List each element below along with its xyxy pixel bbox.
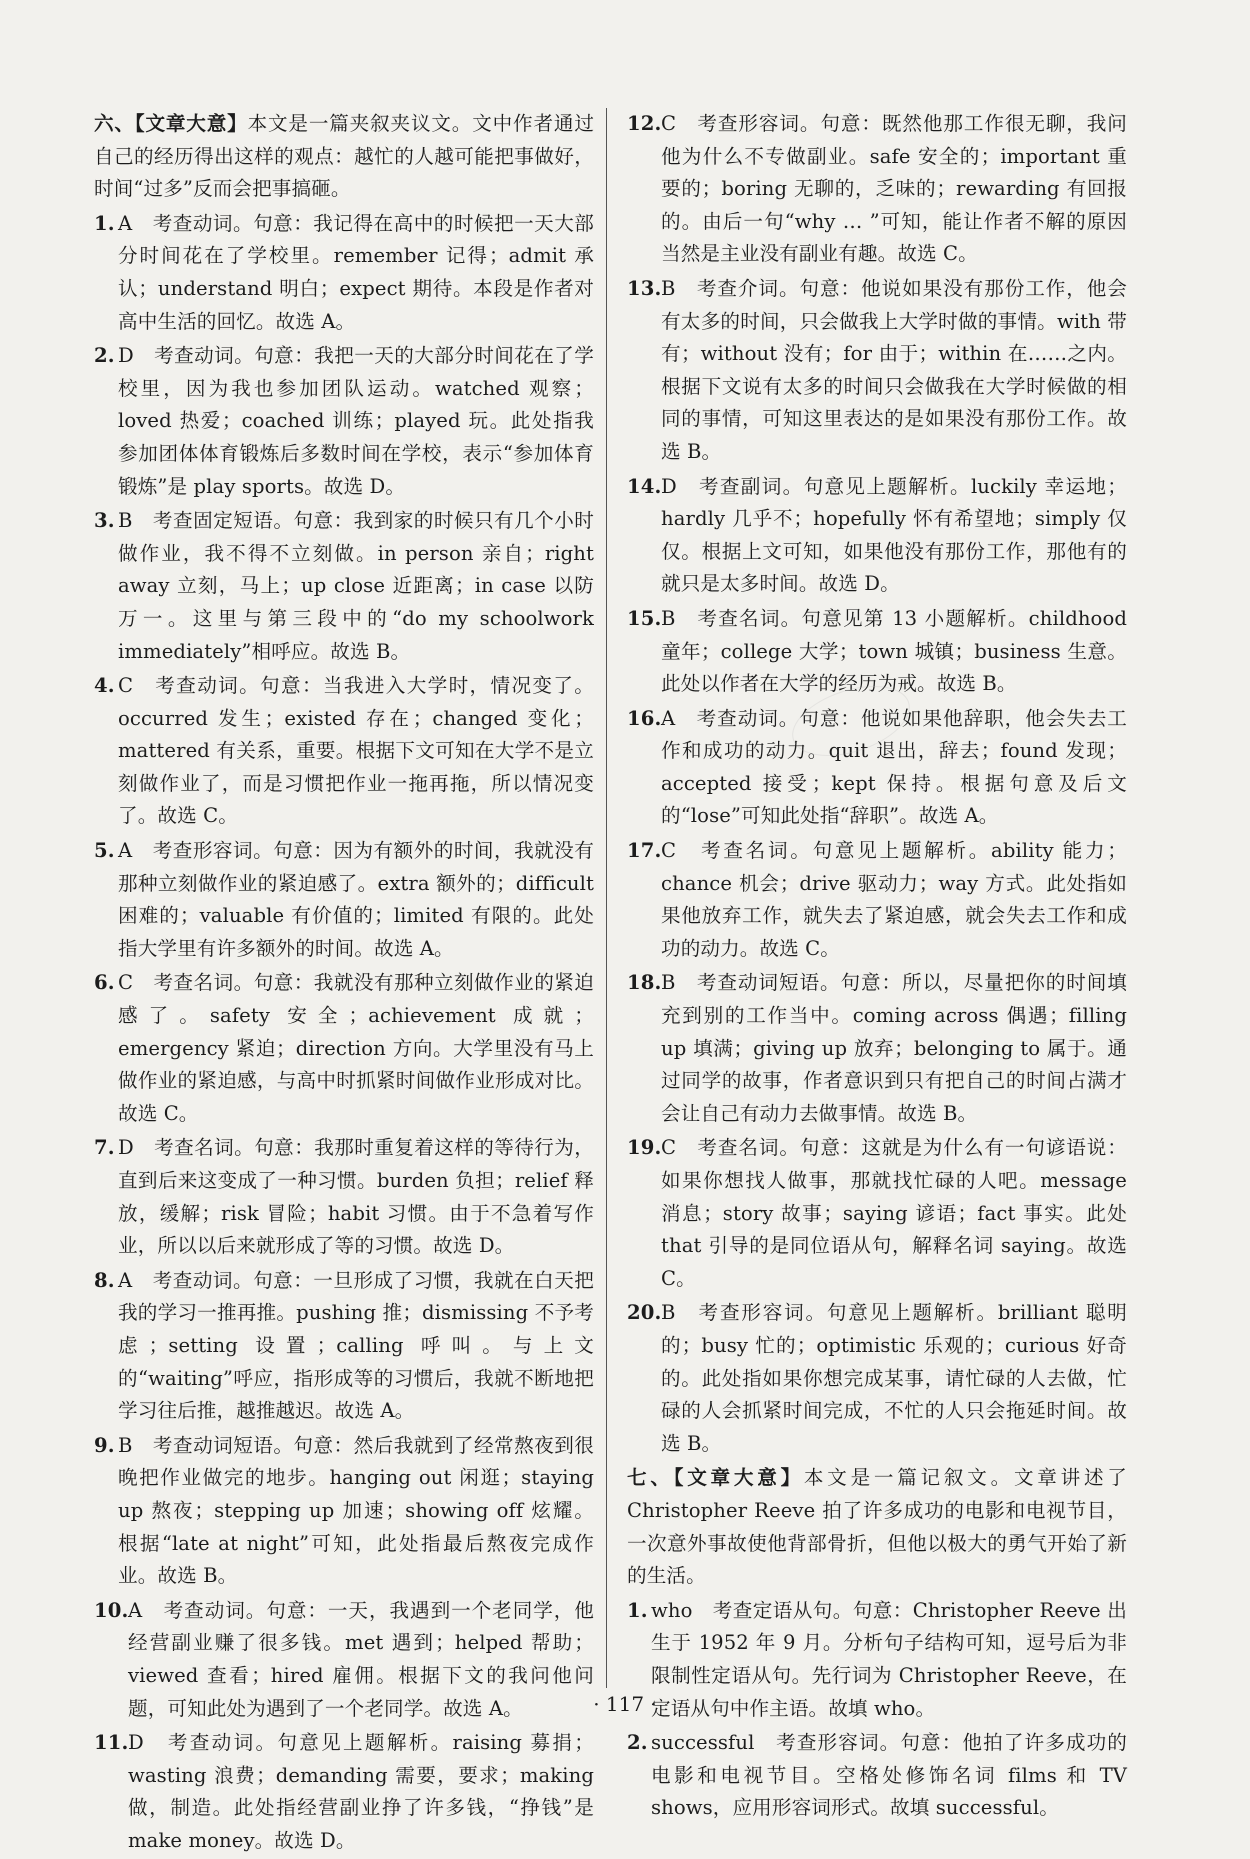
left-answer-list (94, 208, 594, 1858)
answer-item (627, 1297, 1127, 1460)
answer-explanation: C 考查动词。句意：当我进入大学时，情况变了。occurred 发生；existed 存在；changed 变化；mattered 有关系，重要。根据下文可知在大学不是立刻做作业了，而是习惯把作业一拖再拖，所以情况变了。故选 C。 (118, 674, 594, 828)
answer-number: 19. (627, 1136, 662, 1160)
answer-item (94, 340, 594, 503)
answer-item (94, 1132, 594, 1262)
answer-explanation: C 考查名词。句意：这就是为什么有一句谚语说：如果你想找人做事，那就找忙碌的人吧。message 消息；story 故事；saying 谚语；fact 事实。此处 that 引导的是同位语从句，解释名词 saying。故选 C。 (661, 1136, 1127, 1290)
answer-explanation: A 考查动词。句意：他说如果他辞职，他会失去工作和成功的动力。quit 退出，辞去；found 发现；accepted 接受；kept 保持。根据句意及后文的“lose”可知此处指“辞职”。故选 A。 (661, 706, 1127, 828)
answer-number: 3. (94, 509, 115, 533)
answer-explanation: C 考查形容词。句意：既然他那工作很无聊，我问他为什么不专做副业。safe 安全的；important 重要的；boring 无聊的，乏味的；rewarding 有回报的。由后一句“why … ”可知，能让作者不解的原因当然是主业没有副业有趣。故选 C。 (661, 112, 1127, 266)
answer-number: 12. (627, 112, 662, 135)
answer-explanation: B 考查固定短语。句意：我到家的时候只有几个小时做作业，我不得不立刻做。in person 亲自；right away 立刻，马上；up close 近距离；in case 以防万一。这里与第三段中的“do my schoolwork immediately”相呼应。故选 B。 (118, 509, 594, 663)
answer-number: 1. (627, 1598, 648, 1622)
answer-item (627, 1132, 1127, 1295)
answer-item (627, 273, 1127, 469)
answer-number: 8. (94, 1268, 115, 1292)
answer-explanation: B 考查名词。句意见第 13 小题解析。childhood 童年；college 大学；town 城镇；business 生意。此处以作者在大学的经历为戒。故选 B。 (661, 606, 1127, 696)
answer-item (94, 835, 594, 965)
answer-item (627, 967, 1127, 1130)
answer-item (94, 208, 594, 338)
answer-item (627, 471, 1127, 601)
section-six-intro: 本文是一篇夹叙夹议文。文中作者通过自己的经历得出这样的观点：越忙的人越可能把事做好，时间“过多”反而会把事搞砸。 (94, 112, 595, 201)
answer-number: 10. (94, 1598, 129, 1622)
answer-explanation: who 考查定语从句。句意：Christopher Reeve 出生于 1952 年 9 月。分析句子结构可知，逗号后为非限制性定语从句。先行词为 Christopher Reeve，在定语从句中作主语。故填 who。 (651, 1598, 1127, 1720)
answer-number: 7. (94, 1136, 115, 1160)
answer-number: 15. (627, 606, 662, 630)
answer-item (94, 670, 594, 833)
answer-explanation: C 考查名词。句意见上题解析。ability 能力；chance 机会；drive 驱动力；way 方式。此处指如果他放弃工作，就失去了紧迫感，就会失去工作和成功的动力。故选 C。 (661, 839, 1127, 960)
answer-explanation: A 考查动词。句意：一旦形成了习惯，我就在白天把我的学习一推再推。pushing 推；dismissing 不予考虑；setting 设置；calling 呼叫。与上文的“waiting”呼应，指形成等的习惯后，我就不断地把学习往后推，越推越迟。故选 A。 (118, 1268, 594, 1423)
page-number: · 117 · (593, 1692, 657, 1716)
answer-number: 20. (627, 1301, 662, 1325)
answer-number: 14. (627, 474, 662, 498)
section-seven-intro: 本文是一篇记叙文。文章讲述了 Christopher Reeve 拍了许多成功的电影和电视节目，一次意外事故使他背部骨折，但他以极大的勇气开始了新的生活。 (627, 1466, 1127, 1588)
answer-number: 9. (94, 1433, 115, 1457)
answer-number: 1. (94, 211, 115, 235)
answer-item (94, 1727, 594, 1857)
left-column (94, 108, 594, 1859)
answer-number: 11. (94, 1731, 129, 1755)
answer-number: 4. (94, 674, 115, 698)
answer-item (94, 1265, 594, 1428)
section-six-heading: 六、【文章大意】 (94, 112, 248, 135)
answer-number: 16. (627, 706, 662, 730)
answer-number: 6. (94, 971, 115, 995)
answer-explanation: B 考查介词。句意：他说如果没有那份工作，他会有太多的时间，只会做我上大学时做的事情。with 带有；without 没有；for 由于；within 在……之内。根据下文说有太多的时间只会做我在大学时候做的相同的事情，可知这里表达的是如果没有那份工作。故选 B。 (661, 276, 1127, 463)
answer-explanation: D 考查动词。句意：我把一天的大部分时间花在了学校里，因为我也参加团队运动。watched 观察；loved 热爱；coached 训练；played 玩。此处指我参加团体体育锻炼后多数时间在学校，表示“参加体育锻炼”是 play sports。故选 D。 (118, 344, 594, 498)
answer-explanation: D 考查动词。句意见上题解析。raising 募捐；wasting 浪费；demanding 需要，要求；making 做，制造。此处指经营副业挣了许多钱，“挣钱”是 make money。故选 D。 (128, 1731, 594, 1852)
answer-item (627, 108, 1127, 271)
answer-number: 2. (94, 344, 115, 368)
answer-item (627, 835, 1127, 965)
answer-explanation: D 考查名词。句意：我那时重复着这样的等待行为，直到后来这变成了一种习惯。burden 负担；relief 释放，缓解；risk 冒险；habit 习惯。由于不急着写作业，所以以后来就形成了等的习惯。故选 D。 (118, 1136, 594, 1258)
answer-explanation: D 考查副词。句意见上题解析。luckily 幸运地；hardly 几乎不；hopefully 怀有希望地；simply 仅仅。根据上文可知，如果他没有那份工作，那他有的就只是太多时间。故选 D。 (661, 474, 1127, 596)
answer-number: 13. (627, 276, 662, 300)
right-column (627, 108, 1127, 1827)
answer-item (94, 505, 594, 668)
answer-explanation: successful 考查形容词。句意：他拍了许多成功的电影和电视节目。空格处修饰名词 films 和 TV shows，应用形容词形式。故填 successful。 (651, 1731, 1127, 1820)
answer-explanation: A 考查动词。句意：一天，我遇到一个老同学，他经营副业赚了很多钱。met 遇到；helped 帮助；viewed 查看；hired 雇佣。根据下文的我问他问题，可知此处为遇到了一个老同学。故选 A。 (128, 1598, 594, 1720)
answer-explanation: C 考查名词。句意：我就没有那种立刻做作业的紧迫感了。safety 安全；achievement 成就；emergency 紧迫；direction 方向。大学里没有马上做作业的紧迫感，与高中时抓紧时间做作业形成对比。故选 C。 (118, 971, 594, 1125)
answer-item (94, 1430, 594, 1593)
right-answer-list (627, 108, 1127, 1460)
answer-number: 17. (627, 839, 662, 863)
answer-number: 2. (627, 1731, 648, 1755)
section-seven-summary (627, 1462, 1127, 1592)
answer-item (627, 1727, 1127, 1825)
answer-number: 5. (94, 839, 115, 863)
answer-explanation: B 考查动词短语。句意：然后我就到了经常熬夜到很晚把作业做完的地步。hanging out 闲逛；staying up 熬夜；stepping up 加速；showing off 炫耀。根据“late at night”可知，此处指最后熬夜完成作业。故选 B。 (118, 1433, 594, 1588)
section-six-summary (94, 108, 594, 206)
answer-explanation: A 考查形容词。句意：因为有额外的时间，我就没有那种立刻做作业的紧迫感了。extra 额外的；difficult 困难的；valuable 有价值的；limited 有限的。此处指大学里有许多额外的时间。故选 A。 (118, 839, 594, 960)
answer-item (94, 967, 594, 1130)
answer-explanation: B 考查形容词。句意见上题解析。brilliant 聪明的；busy 忙的；optimistic 乐观的；curious 好奇的。此处指如果你想完成某事，请忙碌的人去做，忙碌的人会抓紧时间完成，不忙的人只会拖延时间。故选 B。 (661, 1301, 1127, 1455)
answer-explanation: B 考查动词短语。句意：所以，尽量把你的时间填充到别的工作当中。coming across 偶遇；filling up 填满；giving up 放弃；belonging to 属于。通过同学的故事，作者意识到只有把自己的时间占满才会让自己有动力去做事情。故选 B。 (661, 971, 1127, 1125)
answer-explanation: A 考查动词。句意：我记得在高中的时候把一天大部分时间花在了学校里。remember 记得；admit 承认；understand 明白；expect 期待。本段是作者对高中生活的回忆。故选 A。 (118, 211, 594, 333)
column-divider (606, 108, 607, 1688)
answer-number: 18. (627, 971, 662, 995)
section-seven-heading: 七、【文章大意】 (627, 1466, 804, 1490)
